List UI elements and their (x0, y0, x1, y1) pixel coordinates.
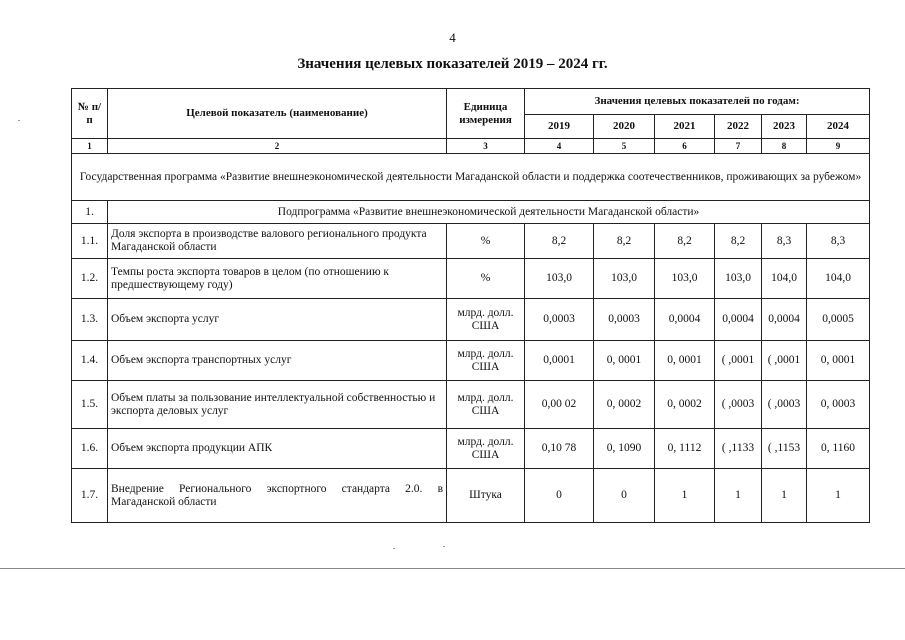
row-unit: % (447, 259, 525, 299)
table-row (72, 429, 870, 469)
row-indicator: Объем экспорта продукции АПК (108, 429, 447, 469)
row-value: 0,0003 (594, 299, 655, 341)
column-number: 1 (72, 139, 108, 154)
table-row (72, 341, 870, 381)
row-indicator: Темпы роста экспорта товаров в целом (по отношению к предшествующему году) (108, 259, 447, 299)
row-value: 0,0001 (525, 341, 594, 381)
row-indicator: Доля экспорта в производстве валового регионального продукта Магаданской области (108, 224, 447, 259)
row-value: 0, 1160 (807, 429, 870, 469)
row-value: ( ,0001 (715, 341, 762, 381)
row-value: 0,00 02 (525, 381, 594, 429)
page-title: Значения целевых показателей 2019 – 2024 гг. (297, 56, 608, 72)
program-row (72, 154, 870, 201)
header-year: 2021 (655, 115, 715, 139)
header-indicator: Целевой показатель (наименование) (108, 89, 447, 139)
table-row (72, 259, 870, 299)
column-number: 2 (108, 139, 447, 154)
row-num: 1.4. (72, 341, 108, 381)
row-num: 1.1. (72, 224, 108, 259)
scan-speck (443, 546, 445, 547)
header-year: 2020 (594, 115, 655, 139)
row-value: 0, 0001 (807, 341, 870, 381)
row-value: 0, 0001 (594, 341, 655, 381)
row-num: 1.2. (72, 259, 108, 299)
column-number: 5 (594, 139, 655, 154)
subprogram-num: 1. (72, 201, 108, 224)
row-value: 0, 1112 (655, 429, 715, 469)
row-num: 1.3. (72, 299, 108, 341)
scan-speck (18, 120, 20, 121)
row-value: 8,3 (762, 224, 807, 259)
row-value: ( ,0001 (762, 341, 807, 381)
header-row (72, 89, 870, 115)
row-value: 0,0003 (525, 299, 594, 341)
row-value: 104,0 (807, 259, 870, 299)
header-values-by-year: Значения целевых показателей по годам: (525, 89, 870, 115)
row-value: 103,0 (594, 259, 655, 299)
scan-speck (393, 548, 395, 549)
row-value: 0 (594, 469, 655, 523)
header-year: 2023 (762, 115, 807, 139)
row-value: 1 (715, 469, 762, 523)
row-value: 103,0 (655, 259, 715, 299)
row-value: ( ,1133 (715, 429, 762, 469)
table-row (72, 224, 870, 259)
row-value: 0,0004 (715, 299, 762, 341)
page-number: 4 (449, 30, 456, 45)
row-value: 103,0 (715, 259, 762, 299)
indicators-table (71, 88, 870, 523)
page-bottom-rule (0, 568, 905, 569)
row-indicator: Объем платы за пользование интеллектуальной собственностью и экспорта деловых услуг (108, 381, 447, 429)
row-unit: млрд. долл. США (447, 299, 525, 341)
row-value: 0, 0002 (594, 381, 655, 429)
row-value: ( ,0003 (715, 381, 762, 429)
row-value: 0 (525, 469, 594, 523)
table-row (72, 469, 870, 523)
row-unit: млрд. долл. США (447, 341, 525, 381)
row-value: 1 (807, 469, 870, 523)
row-indicator: Внедрение Регионального экспортного стандарта 2.0. в Магаданской области (108, 469, 447, 523)
row-value: 0, 1090 (594, 429, 655, 469)
row-value: 0,0004 (655, 299, 715, 341)
subprogram-title: Подпрограмма «Развитие внешнеэкономической деятельности Магаданской области» (108, 201, 870, 224)
row-value: ( ,1153 (762, 429, 807, 469)
row-unit: % (447, 224, 525, 259)
header-year: 2022 (715, 115, 762, 139)
row-value: 0, 0002 (655, 381, 715, 429)
row-value: 104,0 (762, 259, 807, 299)
row-value: 0, 0003 (807, 381, 870, 429)
subprogram-row (72, 201, 870, 224)
row-value: 8,2 (715, 224, 762, 259)
column-number: 4 (525, 139, 594, 154)
table-row (72, 381, 870, 429)
row-value: 0, 0001 (655, 341, 715, 381)
row-value: 103,0 (525, 259, 594, 299)
row-value: 8,2 (594, 224, 655, 259)
header-year: 2019 (525, 115, 594, 139)
row-value: 8,2 (525, 224, 594, 259)
table-row (72, 299, 870, 341)
column-number: 3 (447, 139, 525, 154)
column-number: 8 (762, 139, 807, 154)
row-unit: млрд. долл. США (447, 381, 525, 429)
row-unit: Штука (447, 469, 525, 523)
row-value: 0,0004 (762, 299, 807, 341)
column-number: 9 (807, 139, 870, 154)
row-value: 0,10 78 (525, 429, 594, 469)
column-number-row (72, 139, 870, 154)
header-unit: Единица измерения (447, 89, 525, 139)
column-number: 6 (655, 139, 715, 154)
row-indicator: Объем экспорта услуг (108, 299, 447, 341)
row-num: 1.7. (72, 469, 108, 523)
row-value: 0,0005 (807, 299, 870, 341)
program-title: Государственная программа «Развитие внешнеэкономической деятельности Магаданской области и поддержка соотечественников, проживающих за рубежом» (72, 154, 870, 201)
row-indicator: Объем экспорта транспортных услуг (108, 341, 447, 381)
row-value: 8,2 (655, 224, 715, 259)
row-unit: млрд. долл. США (447, 429, 525, 469)
row-value: 8,3 (807, 224, 870, 259)
row-num: 1.6. (72, 429, 108, 469)
row-value: ( ,0003 (762, 381, 807, 429)
header-num: № п/п (72, 89, 108, 139)
row-value: 1 (762, 469, 807, 523)
header-year: 2024 (807, 115, 870, 139)
column-number: 7 (715, 139, 762, 154)
row-num: 1.5. (72, 381, 108, 429)
row-value: 1 (655, 469, 715, 523)
